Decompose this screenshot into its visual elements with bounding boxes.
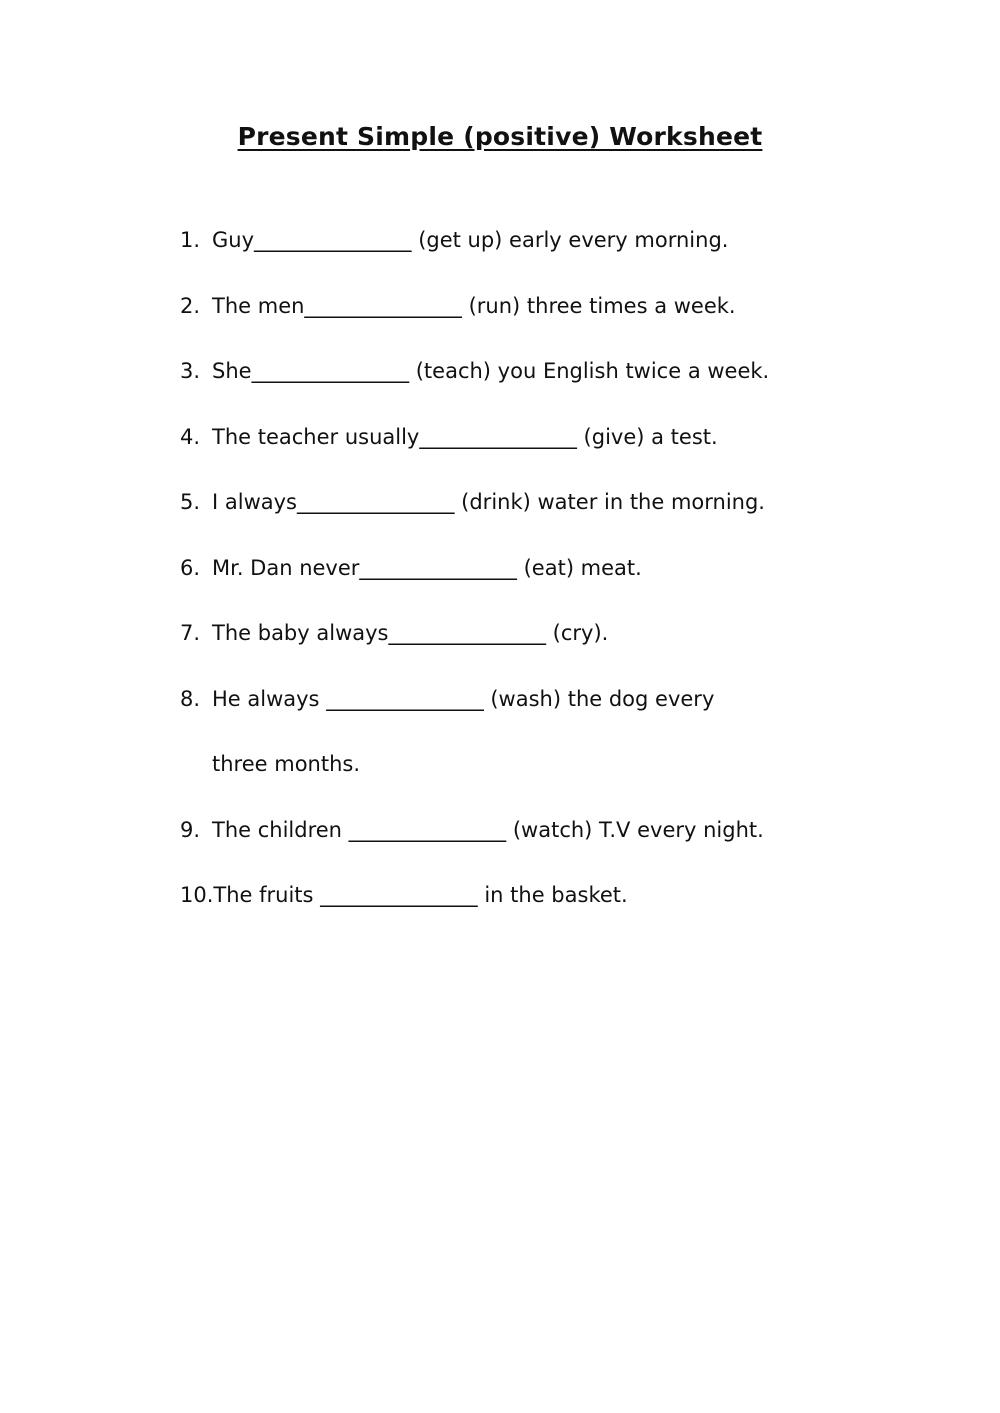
exercise-item-4 (180, 419, 900, 485)
exercise-item-10 (180, 877, 900, 943)
exercise-item-3 (180, 353, 900, 419)
item-text-after: (run) three times a week. (461, 293, 736, 318)
item-text-before: I always (212, 490, 297, 514)
exercise-item-1 (180, 222, 900, 288)
exercise-list (180, 222, 900, 943)
item-number: 5. (180, 490, 201, 514)
exercise-item-8 (180, 681, 900, 747)
item-text-after: (drink) water in the morning. (454, 490, 765, 514)
item-text-after: (watch) T.V every night. (506, 817, 764, 842)
item-text-before: Guy (212, 228, 255, 252)
item-number: 1. (180, 228, 201, 252)
answer-blank[interactable]: _______________ (348, 817, 507, 842)
answer-blank[interactable]: _______________ (320, 883, 478, 907)
answer-blank[interactable]: _______________ (251, 359, 410, 383)
item-text-after: (teach) you English twice a week. (409, 359, 770, 383)
item-text-after: in the basket. (477, 883, 628, 907)
exercise-item-5 (180, 484, 900, 550)
item-text-after: (get up) early every morning. (411, 228, 729, 252)
item-text-before: He always (212, 686, 327, 711)
item-number: 7. (180, 621, 201, 645)
item-number: 4. (180, 424, 201, 449)
item-text-before: The fruits (213, 883, 321, 907)
item-text-after: (eat) meat. (516, 555, 642, 580)
answer-blank[interactable]: _______________ (419, 424, 577, 449)
answer-blank[interactable]: _______________ (326, 686, 484, 711)
item-number: 9. (180, 817, 201, 842)
answer-blank[interactable]: _______________ (296, 490, 455, 514)
exercise-item-8-continuation: three months. (212, 752, 361, 776)
answer-blank[interactable]: _______________ (359, 555, 517, 580)
item-number: 3. (180, 359, 201, 383)
item-number: 2. (180, 293, 201, 318)
item-text-before: The children (212, 817, 349, 842)
item-text-after: (wash) the dog every (483, 686, 715, 711)
item-text-after: (cry). (545, 621, 609, 645)
item-text-before: The teacher usually (212, 424, 420, 449)
item-text-before: The baby always (212, 621, 389, 645)
answer-blank[interactable]: _______________ (304, 293, 462, 318)
item-number: 6. (180, 555, 201, 580)
item-number: 8. (180, 686, 201, 711)
answer-blank[interactable]: _______________ (254, 228, 412, 252)
item-text-after: (give) a test. (576, 424, 718, 449)
exercise-item-9 (180, 812, 900, 878)
page-title: Present Simple (positive) Worksheet (237, 122, 763, 151)
exercise-item-6 (180, 550, 900, 616)
answer-blank[interactable]: _______________ (388, 621, 546, 645)
item-text-before: Mr. Dan never (212, 555, 360, 580)
item-text-before: She (212, 359, 252, 383)
exercise-item-7 (180, 615, 900, 681)
item-text-before: The men (212, 293, 305, 318)
exercise-item-2 (180, 288, 900, 354)
item-number: 10. (180, 883, 214, 907)
